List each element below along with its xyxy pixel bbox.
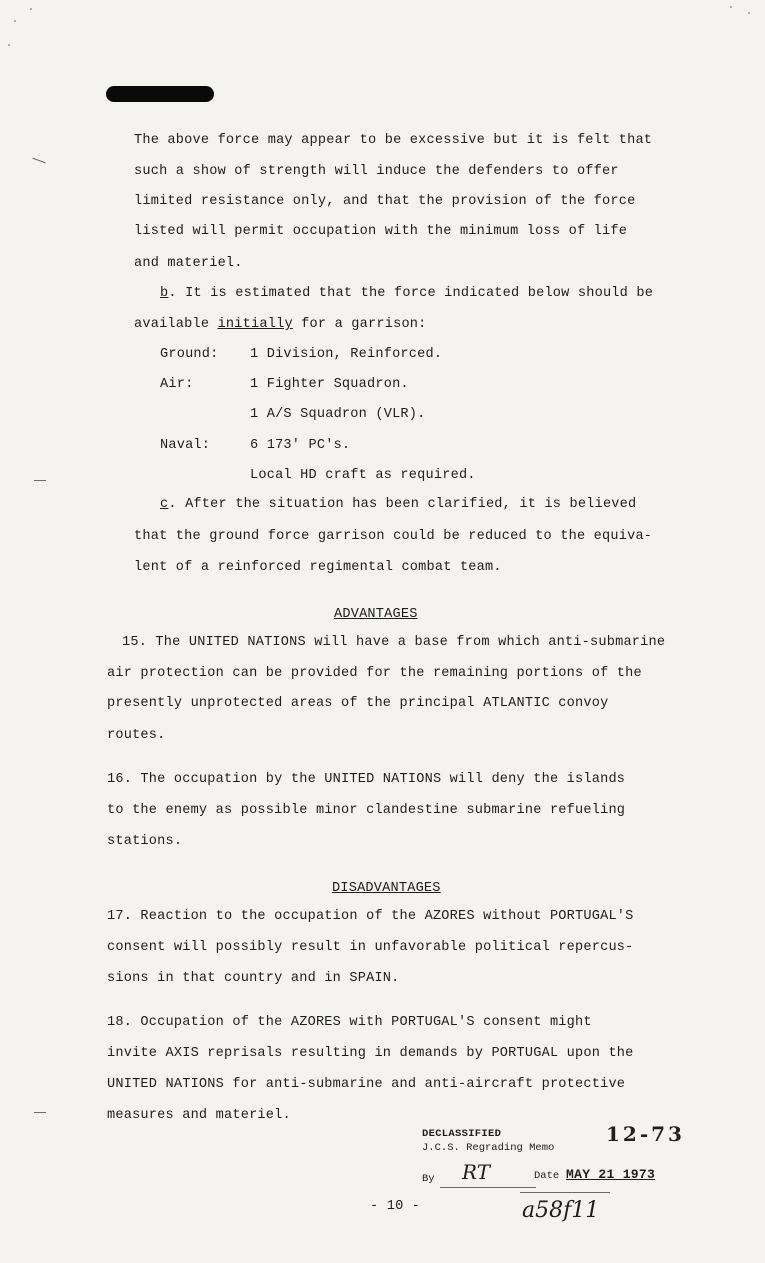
stamp-date-label: Date [534,1170,560,1182]
sub-b-line-1 [160,285,653,303]
para15-line-2: air protection can be provided for the remaining portions of the [107,666,642,681]
sub-c-line-1 [160,496,636,514]
sub-b-letter: b [160,286,169,301]
para16-line-3: stations. [107,834,183,849]
paper-speck [8,44,10,46]
sub-c-line-3: lent of a reinforced regimental combat team. [134,560,502,575]
para16-line-2: to the enemy as possible minor clandestine submarine refueling [107,803,626,818]
para17-line-2: consent will possibly result in unfavorable political repercus- [107,940,634,955]
para16-line-1: 16. The occupation by the UNITED NATIONS will deny the islands [107,772,626,787]
para15-line-4: routes. [107,728,166,743]
para14-line-5: and materiel. [134,256,243,271]
ground-label: Ground: [160,347,219,362]
margin-mark [32,158,45,164]
paper-speck [30,8,32,10]
margin-mark [34,1112,46,1113]
naval-value-1: 6 173' PC's. [250,438,351,453]
sub-b-line-1-text: . It is estimated that the force indicated below should be [168,286,654,301]
stamp-date-value: MAY 21 1973 [566,1167,656,1182]
para18-line-1: 18. Occupation of the AZORES with PORTUGAL'S consent might [107,1015,592,1030]
ground-value: 1 Division, Reinforced. [250,347,443,362]
para18-line-3: UNITED NATIONS for anti-submarine and anti-aircraft protective [107,1077,626,1092]
para18-line-4: measures and materiel. [107,1108,291,1123]
air-value-2: 1 A/S Squadron (VLR). [250,407,426,422]
stamp-by-label: By [422,1173,435,1185]
sub-c-letter: c [160,497,169,512]
para14-line-2: such a show of strength will induce the defenders to offer [134,164,619,179]
para14-line-4: listed will permit occupation with the minimum loss of life [134,224,628,239]
para14-line-3: limited resistance only, and that the provision of the force [134,194,636,209]
para15-line-3: presently unprotected areas of the principal ATLANTIC convoy [107,696,609,711]
naval-value-2: Local HD craft as required. [250,468,476,483]
sub-c-line-1-text: . After the situation has been clarified, it is believed [168,497,637,512]
page-number: - 10 - [370,1199,421,1214]
stamp-date-dashes [520,1192,610,1193]
stamp-memo-label: J.C.S. Regrading Memo [422,1142,555,1154]
stamp-by-initials: RT [462,1160,491,1184]
para15-line-1: 15. The UNITED NATIONS will have a base from which anti-submarine [122,635,666,650]
handwritten-reference: a58f11 [522,1198,600,1223]
stamp-memo-number: 12-73 [606,1122,685,1146]
sub-b-initially: initially [217,317,293,332]
redaction-bar [106,86,214,102]
stamp-declassified: DECLASSIFIED [422,1128,502,1140]
paper-speck [730,6,732,8]
paper-speck [14,20,16,22]
sub-b-line-2 [134,316,427,334]
sub-c-line-2: that the ground force garrison could be reduced to the equiva- [134,529,653,544]
margin-mark [34,480,46,481]
disadvantages-heading: DISADVANTAGES [332,881,441,896]
stamp-by-underline [440,1187,536,1188]
sub-b-line-2-post: for a garrison: [292,317,427,332]
para18-line-2: invite AXIS reprisals resulting in demands by PORTUGAL upon the [107,1046,634,1061]
sub-b-line-2-pre: available [134,317,218,332]
para17-line-3: sions in that country and in SPAIN. [107,971,400,986]
advantages-heading: ADVANTAGES [334,607,418,622]
air-label: Air: [160,377,194,392]
naval-label: Naval: [160,438,211,453]
para14-line-1: The above force may appear to be excessive but it is felt that [134,133,653,148]
air-value-1: 1 Fighter Squadron. [250,377,409,392]
para17-line-1: 17. Reaction to the occupation of the AZORES without PORTUGAL'S [107,909,634,924]
paper-speck [748,12,750,14]
